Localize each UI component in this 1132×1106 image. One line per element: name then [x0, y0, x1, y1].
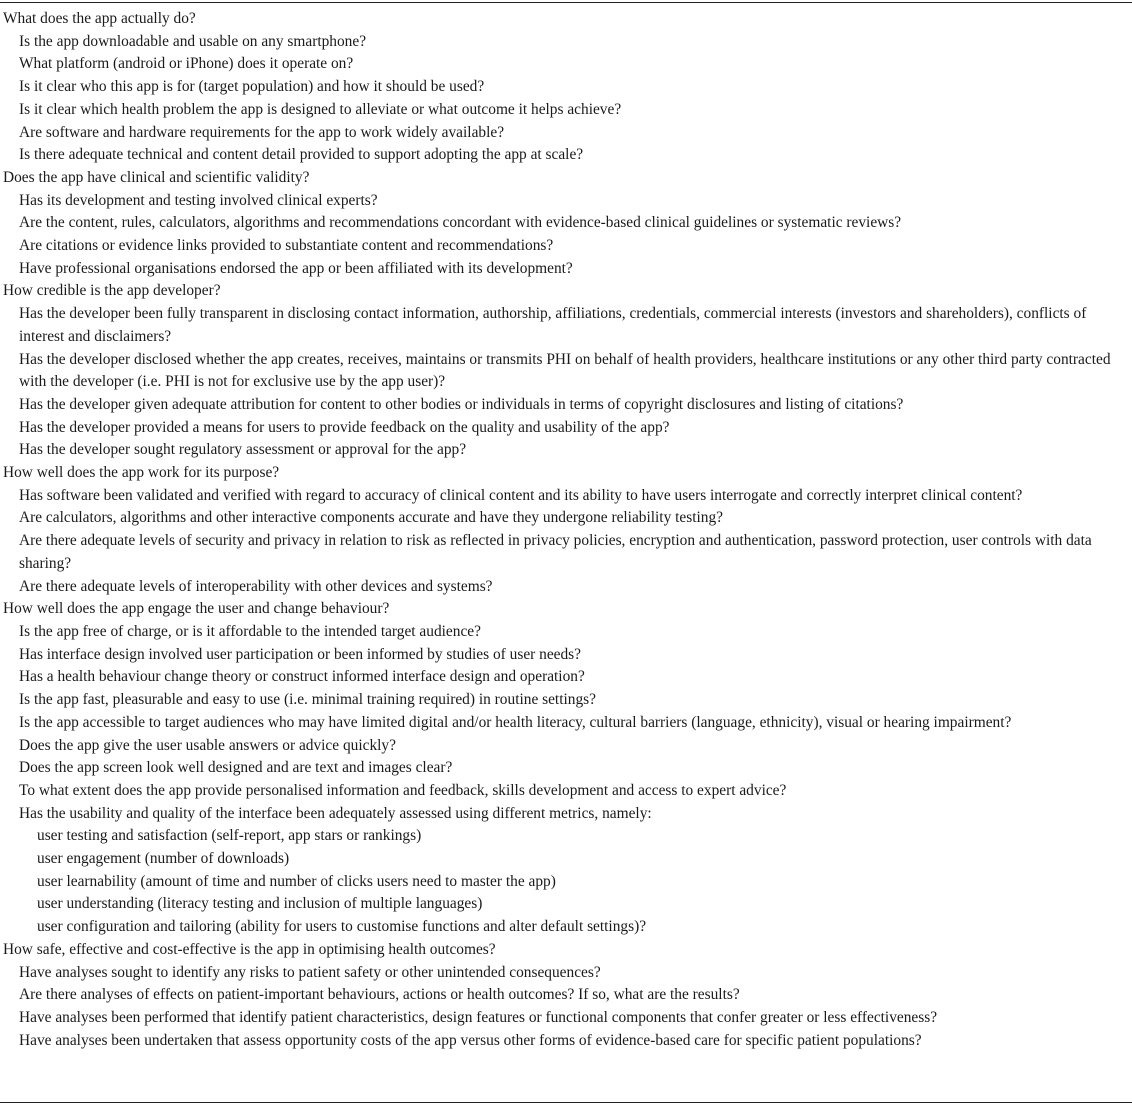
- section-what-app-does: [3, 8, 1131, 167]
- question-item: Has a health behaviour change theory or construct informed interface design and operation?: [19, 668, 585, 686]
- question-item: Has interface design involved user participation or been informed by studies of user needs?: [19, 645, 582, 663]
- question-item: Does the app give the user usable answers or advice quickly?: [19, 736, 396, 754]
- section-app-purpose: [3, 462, 1131, 598]
- section-heading: How credible is the app developer?: [3, 282, 221, 300]
- sub-item: user configuration and tailoring (ability for users to customise functions and alter default settings)?: [37, 918, 647, 936]
- question-item: Are calculators, algorithms and other interactive components accurate and have they undergone reliability testing?: [19, 509, 724, 527]
- question-item: Has the developer sought regulatory assessment or approval for the app?: [19, 441, 467, 459]
- section-heading: What does the app actually do?: [3, 10, 196, 27]
- section-heading: How well does the app engage the user and change behaviour?: [3, 600, 390, 618]
- section-health-outcomes: [3, 939, 1131, 1053]
- section-heading: How well does the app work for its purpose?: [3, 464, 280, 482]
- question-item: Has the developer disclosed whether the app creates, receives, maintains or transmits PHI on behalf of health providers, healthcare institutions or any other third party contracted with the developer (i.e. PHI is not for exclusive use by the app user)?: [19, 350, 1111, 391]
- question-item: Is the app free of charge, or is it affordable to the intended target audience?: [19, 622, 481, 640]
- question-item: What platform (android or iPhone) does it operate on?: [19, 55, 354, 73]
- question-item: Has the developer given adequate attribution for content to other bodies or individuals in terms of copyright disclosures and listing of citations?: [19, 395, 904, 413]
- sub-item: user understanding (literacy testing and inclusion of multiple languages): [37, 895, 483, 913]
- question-item: Are there adequate levels of security and privacy in relation to risk as reflected in privacy policies, encryption and authentication, password protection, user controls with data sharing?: [19, 532, 1092, 572]
- section-clinical-validity: [3, 167, 1131, 281]
- question-item: Have analyses been undertaken that assess opportunity costs of the app versus other forms of evidence-based care for specific patient populations?: [19, 1031, 922, 1049]
- question-item: Has the developer provided a means for users to provide feedback on the quality and usability of the app?: [19, 418, 670, 436]
- question-item: Are the content, rules, calculators, algorithms and recommendations concordant with evidence-based clinical guidelines or systematic reviews?: [19, 214, 902, 232]
- section-developer-credibility: [3, 280, 1131, 462]
- question-item: Is it clear who this app is for (target population) and how it should be used?: [19, 78, 485, 96]
- question-item: Has the usability and quality of the interface been adequately assessed using different metrics, namely:: [19, 804, 652, 822]
- question-item: Are there adequate levels of interoperability with other devices and systems?: [19, 577, 493, 595]
- question-item: Have analyses been performed that identify patient characteristics, design features or functional components that confer greater or less effectiveness?: [19, 1008, 938, 1026]
- section-heading: How safe, effective and cost-effective is the app in optimising health outcomes?: [3, 940, 496, 958]
- question-item: Are citations or evidence links provided to substantiate content and recommendations?: [19, 237, 554, 255]
- question-item: Have professional organisations endorsed the app or been affiliated with its development?: [19, 259, 573, 277]
- bottom-rule: [0, 1102, 1132, 1103]
- question-item: Are software and hardware requirements for the app to work widely available?: [19, 123, 505, 141]
- question-item: Have analyses sought to identify any risks to patient safety or other unintended consequences?: [19, 963, 601, 981]
- top-rule: [0, 2, 1132, 3]
- section-user-engagement: [3, 598, 1131, 939]
- question-item: Are there analyses of effects on patient-important behaviours, actions or health outcomes? If so, what are the results?: [19, 986, 740, 1004]
- question-item: Is the app fast, pleasurable and easy to use (i.e. minimal training required) in routine settings?: [19, 691, 596, 709]
- question-item: To what extent does the app provide personalised information and feedback, skills development and access to expert advice?: [19, 781, 787, 799]
- question-item: Is the app downloadable and usable on any smartphone?: [19, 32, 367, 50]
- sub-item: user engagement (number of downloads): [37, 850, 290, 868]
- question-item: Has software been validated and verified with regard to accuracy of clinical content and its ability to have users interrogate and correctly interpret clinical content?: [19, 486, 1023, 504]
- question-item: Has its development and testing involved clinical experts?: [19, 191, 378, 209]
- section-heading: Does the app have clinical and scientific validity?: [3, 168, 310, 186]
- sub-item: user testing and satisfaction (self-report, app stars or rankings): [37, 827, 422, 845]
- question-item: Is it clear which health problem the app is designed to alleviate or what outcome it helps achieve?: [19, 100, 622, 118]
- checklist-content: [3, 8, 1131, 1052]
- question-item: Is the app accessible to target audiences who may have limited digital and/or health literacy, cultural barriers (language, ethnicity), visual or hearing impairment?: [19, 713, 1012, 731]
- sub-item: user learnability (amount of time and number of clicks users need to master the app): [37, 872, 556, 890]
- question-item: Has the developer been fully transparent in disclosing contact information, authorship, affiliations, credentials, commercial interests (investors and shareholders), conflicts of interest and disclaimers?: [19, 305, 1087, 345]
- question-item: Does the app screen look well designed and are text and images clear?: [19, 759, 453, 777]
- question-item: Is there adequate technical and content detail provided to support adopting the app at scale?: [19, 146, 584, 164]
